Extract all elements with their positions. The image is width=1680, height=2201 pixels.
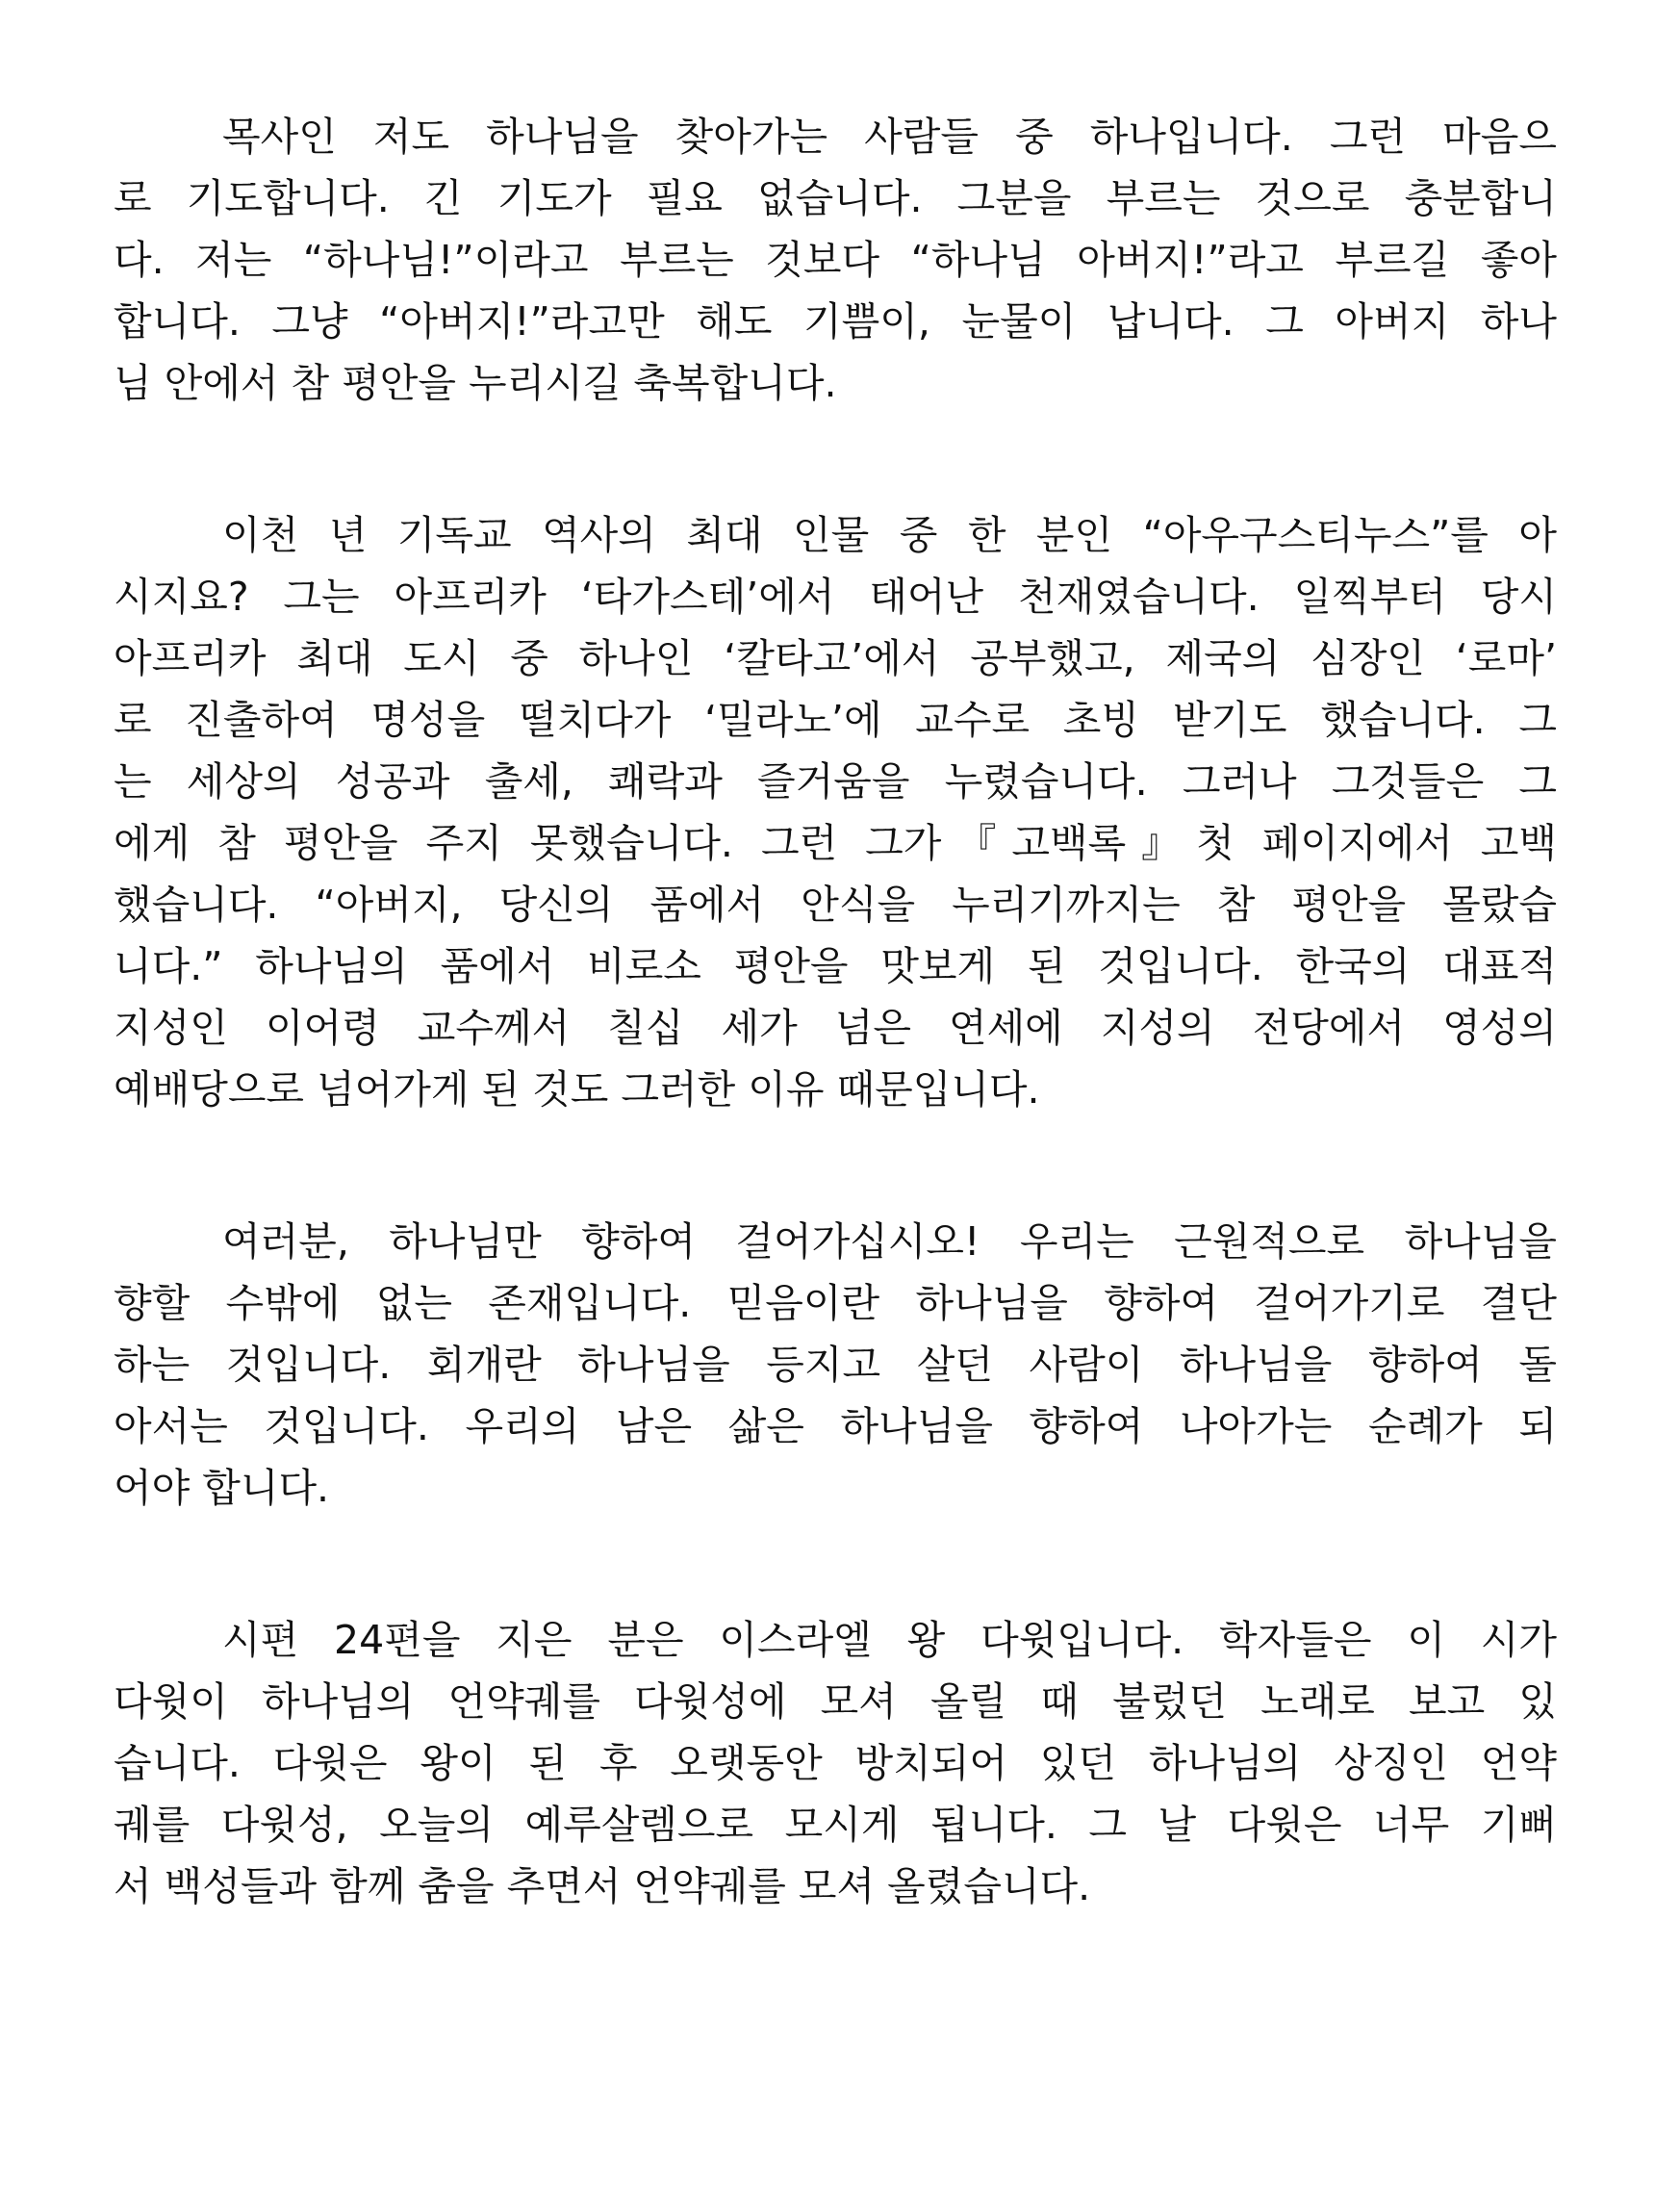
- text-line: 합니다. 그냥 “아버지!”라고만 해도 기쁨이, 눈물이 납니다. 그 아버지 하나: [114, 298, 1557, 345]
- text-line: 아프리카 최대 도시 중 하나인 ‘칼타고’에서 공부했고, 제국의 심장인 ‘로마’: [114, 635, 1557, 681]
- text-line: 예배당으로 넘어가게 된 것도 그러한 이유 때문입니다.: [114, 1066, 1040, 1113]
- text-line: 습니다. 다윗은 왕이 된 후 오랫동안 방치되어 있던 하나님의 상징인 언약: [114, 1740, 1557, 1786]
- text-line: 이천 년 기독교 역사의 최대 인물 중 한 분인 “아우구스티누스”를 아: [222, 512, 1557, 558]
- text-line: 시편 24편을 지은 분은 이스라엘 왕 다윗입니다. 학자들은 이 시가: [222, 1617, 1557, 1663]
- text-line: 서 백성들과 함께 춤을 추면서 언약궤를 모셔 올렸습니다.: [114, 1863, 1091, 1909]
- text-line: 다윗이 하나님의 언약궤를 다윗성에 모셔 올릴 때 불렀던 노래로 보고 있: [114, 1678, 1557, 1725]
- paragraph-3: [114, 1211, 1557, 1519]
- text-line: 궤를 다윗성, 오늘의 예루살렘으로 모시게 됩니다. 그 날 다윗은 너무 기뻐: [114, 1802, 1557, 1848]
- text-line: 시지요? 그는 아프리카 ‘타가스테’에서 태어난 천재였습니다. 일찍부터 당시: [114, 574, 1557, 620]
- text-line: 목사인 저도 하나님을 찾아가는 사람들 중 하나입니다. 그런 마음으: [222, 114, 1557, 160]
- document-page: [114, 106, 1557, 2008]
- text-line: 여러분, 하나님만 향하여 걸어가십시오! 우리는 근원적으로 하나님을: [222, 1218, 1557, 1265]
- text-line: 로 기도합니다. 긴 기도가 필요 없습니다. 그분을 부르는 것으로 충분합니: [114, 175, 1557, 221]
- text-line: 니다.” 하나님의 품에서 비로소 평안을 맛보게 된 것입니다. 한국의 대표적: [114, 943, 1557, 989]
- text-line: 아서는 것입니다. 우리의 남은 삶은 하나님을 향하여 나아가는 순례가 되: [114, 1403, 1557, 1449]
- paragraph-4: [114, 1609, 1557, 1917]
- text-line: 에게 참 평안을 주지 못했습니다. 그런 그가『고백록』첫 페이지에서 고백: [114, 820, 1557, 866]
- text-line: 했습니다. “아버지, 당신의 품에서 안식을 누리기까지는 참 평안을 몰랐습: [114, 882, 1557, 928]
- text-line: 향할 수밖에 없는 존재입니다. 믿음이란 하나님을 향하여 걸어가기로 결단: [114, 1280, 1557, 1326]
- text-line: 님 안에서 참 평안을 누리시길 축복합니다.: [114, 360, 837, 406]
- paragraph-1: [114, 106, 1557, 414]
- text-line: 로 진출하여 명성을 떨치다가 ‘밀라노’에 교수로 초빙 받기도 했습니다. 그: [114, 697, 1557, 743]
- paragraph-2: [114, 504, 1557, 1120]
- text-line: 지성인 이어령 교수께서 칠십 세가 넘은 연세에 지성의 전당에서 영성의: [114, 1005, 1557, 1051]
- text-line: 다. 저는 “하나님!”이라고 부르는 것보다 “하나님 아버지!”라고 부르길 좋아: [114, 237, 1557, 283]
- text-line: 어야 합니다.: [114, 1465, 330, 1511]
- text-line: 하는 것입니다. 회개란 하나님을 등지고 살던 사람이 하나님을 향하여 돌: [114, 1342, 1557, 1388]
- text-line: 는 세상의 성공과 출세, 쾌락과 즐거움을 누렸습니다. 그러나 그것들은 그: [114, 758, 1557, 805]
